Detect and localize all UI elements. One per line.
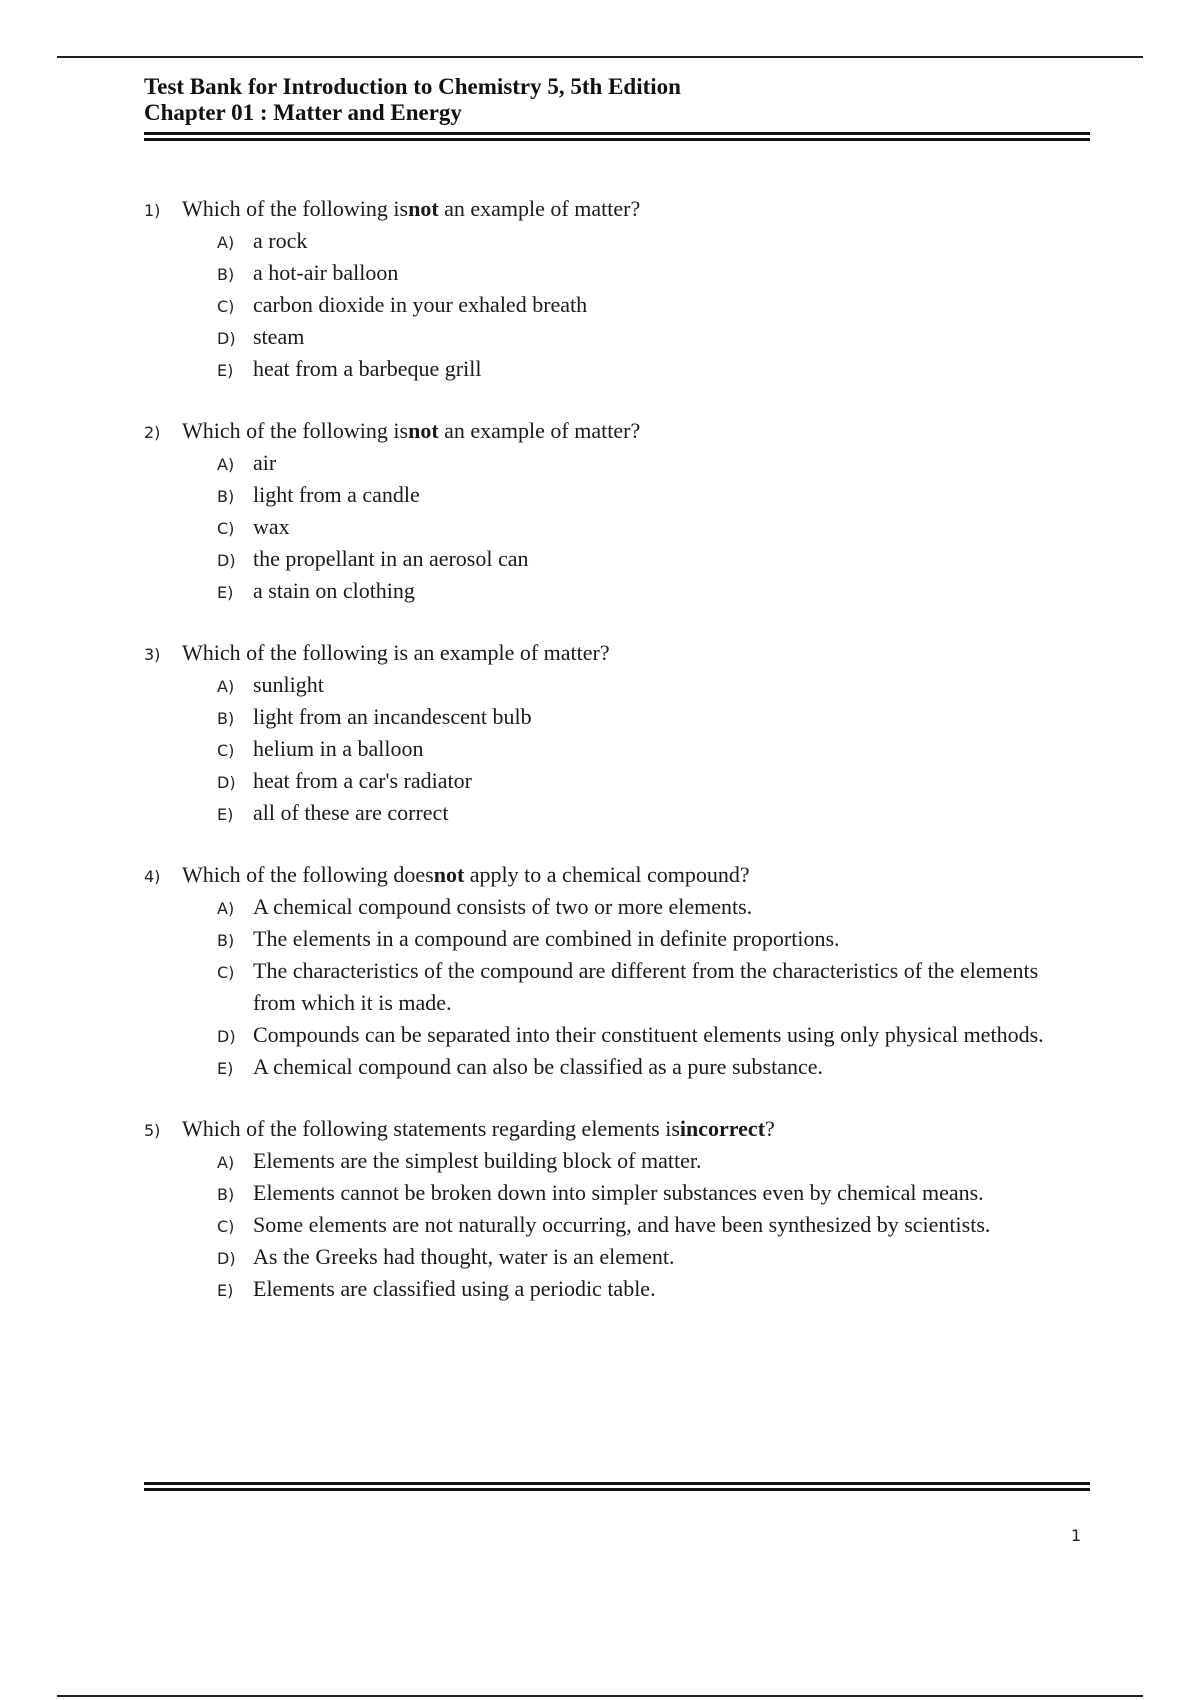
option-text: a rock [253, 228, 308, 253]
option-letter: D) [217, 329, 236, 348]
option-letter: A) [217, 677, 235, 696]
option-b [217, 257, 1090, 289]
option-c [217, 289, 1090, 321]
option-letter: C) [217, 963, 235, 982]
option-text: As the Greeks had thought, water is an element. [253, 1244, 675, 1269]
option-letter: B) [217, 709, 235, 728]
chapter-title: Chapter 01 : Matter and Energy [144, 100, 462, 125]
option-letter: B) [217, 1185, 235, 1204]
question-text: Which of the following doesnot apply to a chemical compound? [182, 862, 750, 887]
option-text: all of these are correct [253, 800, 449, 825]
option-letter: A) [217, 455, 235, 474]
option-letter: D) [217, 1027, 236, 1046]
option-text: heat from a car's radiator [253, 768, 472, 793]
answer-options [217, 1145, 1090, 1305]
option-text: wax [253, 514, 290, 539]
question-number: 2) [144, 423, 161, 442]
option-d [217, 321, 1090, 353]
option-c [217, 1209, 1090, 1241]
option-text: The characteristics of the compound are different from the characteristics of the elements from which it is made. [253, 958, 1039, 1015]
option-text: light from an incandescent bulb [253, 704, 532, 729]
option-text: carbon dioxide in your exhaled breath [253, 292, 588, 317]
option-d [217, 1241, 1090, 1273]
option-text: steam [253, 324, 305, 349]
answer-options [217, 225, 1090, 385]
option-text: Elements are classified using a periodic table. [253, 1276, 656, 1301]
question-2 [144, 415, 1090, 607]
option-text: A chemical compound can also be classified as a pure substance. [253, 1054, 823, 1079]
option-letter: E) [217, 805, 234, 824]
option-c [217, 511, 1090, 543]
option-letter: C) [217, 519, 235, 538]
option-text: the propellant in an aerosol can [253, 546, 529, 571]
page-number: 1 [1071, 1526, 1082, 1545]
option-b [217, 701, 1090, 733]
footer-double-rule [144, 1482, 1090, 1491]
option-a [217, 447, 1090, 479]
option-text: a hot-air balloon [253, 260, 399, 285]
option-a [217, 891, 1090, 923]
option-letter: A) [217, 899, 235, 918]
question-text: Which of the following isnot an example of matter? [182, 418, 641, 443]
question-1 [144, 193, 1090, 385]
question-list [144, 193, 1090, 1335]
option-text: Elements are the simplest building block of matter. [253, 1148, 702, 1173]
option-text: a stain on clothing [253, 578, 415, 603]
page-top-border [57, 56, 1143, 58]
page-bottom-border [57, 1695, 1143, 1697]
option-letter: E) [217, 583, 234, 602]
option-letter: D) [217, 551, 236, 570]
option-letter: E) [217, 1281, 234, 1300]
option-d [217, 543, 1090, 575]
option-e [217, 797, 1090, 829]
option-a [217, 669, 1090, 701]
option-e [217, 1051, 1090, 1083]
option-text: The elements in a compound are combined in definite proportions. [253, 926, 840, 951]
option-letter: C) [217, 741, 235, 760]
option-text: Elements cannot be broken down into simpler substances even by chemical means. [253, 1180, 984, 1205]
option-c [217, 733, 1090, 765]
option-e [217, 353, 1090, 385]
header-double-rule [144, 132, 1090, 141]
option-letter: B) [217, 931, 235, 950]
page-header [144, 74, 1090, 126]
option-b [217, 923, 1090, 955]
answer-options [217, 891, 1090, 1083]
option-letter: A) [217, 233, 235, 252]
question-5 [144, 1113, 1090, 1305]
answer-options [217, 669, 1090, 829]
option-c [217, 955, 1090, 1019]
option-letter: E) [217, 1059, 234, 1078]
option-text: heat from a barbeque grill [253, 356, 482, 381]
option-d [217, 765, 1090, 797]
option-b [217, 479, 1090, 511]
option-letter: C) [217, 297, 235, 316]
question-number: 5) [144, 1121, 161, 1140]
option-letter: C) [217, 1217, 235, 1236]
option-text: light from a candle [253, 482, 420, 507]
option-text: air [253, 450, 277, 475]
question-3 [144, 637, 1090, 829]
option-letter: D) [217, 773, 236, 792]
document-title: Test Bank for Introduction to Chemistry 5, 5th Edition [144, 74, 681, 99]
question-number: 1) [144, 201, 161, 220]
option-text: helium in a balloon [253, 736, 424, 761]
question-4 [144, 859, 1090, 1083]
option-text: sunlight [253, 672, 324, 697]
option-e [217, 575, 1090, 607]
answer-options [217, 447, 1090, 607]
option-text: A chemical compound consists of two or more elements. [253, 894, 753, 919]
option-a [217, 225, 1090, 257]
option-letter: B) [217, 265, 235, 284]
question-text: Which of the following is an example of matter? [182, 640, 610, 665]
question-text: Which of the following statements regarding elements isincorrect? [182, 1116, 775, 1141]
option-text: Some elements are not naturally occurring, and have been synthesized by scientists. [253, 1212, 991, 1237]
option-a [217, 1145, 1090, 1177]
option-letter: A) [217, 1153, 235, 1172]
option-letter: E) [217, 361, 234, 380]
option-letter: B) [217, 487, 235, 506]
option-e [217, 1273, 1090, 1305]
question-number: 4) [144, 867, 161, 886]
option-d [217, 1019, 1090, 1051]
option-text: Compounds can be separated into their constituent elements using only physical methods. [253, 1022, 1044, 1047]
question-number: 3) [144, 645, 161, 664]
question-text: Which of the following isnot an example of matter? [182, 196, 641, 221]
option-letter: D) [217, 1249, 236, 1268]
option-b [217, 1177, 1090, 1209]
